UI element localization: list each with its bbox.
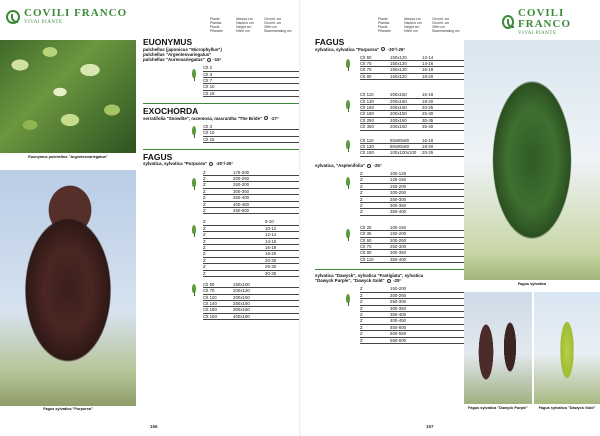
dawyck-section: sylvatica "Dawyck", sylvatica "Fastigiata", sylvatica "Dawyck Purple", "Dawyck Gold" -25° Z 150-200 Z 200-250 Z 250-300 Z 300-350 Z 350-400 Z 400-450 Z 450-500 Z 500-550 Z 550-600 — [315, 273, 473, 344]
fagus-section-left: FAGUS sylvatica, sylvatica "Purpurea" -30°/-25° Z 175-200 Z 200-250 Z 250-300 Z 300-350 Z 350-400 Z 400-450 Z 450-500 Z 8-10 Z 10-12 Z 12-14 Z 14-16 Z 16-18 Z 18-20 Z 20-25 Z 25-30 Z 30-35 Clt 50 150x100 Clt 70 200x120 Clt 110 200x150 Clt 140 250x150 Clt 150 300x150 Clt 150 400x180 — [143, 153, 300, 320]
table-cell: Clt 110 — [360, 256, 374, 262]
table-cell: 250-300 — [233, 182, 250, 188]
table-cell: 200x120 — [233, 288, 250, 294]
dawyck-purple-caption: Fagus sylvatica "Dawyck Purple" — [468, 406, 528, 410]
dawyck-purple-photo — [464, 292, 532, 404]
table-cell: Clt 150 — [203, 313, 217, 319]
table-cell: 16-18 — [422, 137, 434, 143]
genus-title: EXOCHORDA — [143, 106, 199, 117]
fir-caption: Fagus sylvatica — [517, 282, 547, 286]
table-cell: Clt 150 — [203, 307, 217, 313]
table-cell — [422, 286, 452, 291]
table-cell: 12-14 — [422, 54, 434, 60]
table-cell: 550-600 — [390, 337, 407, 343]
right-page — [300, 0, 600, 436]
table-cell: 20-25 — [265, 257, 277, 263]
table-cell: Z — [203, 195, 206, 201]
table-cell: 150x120 — [390, 61, 407, 67]
table-cell: 200x150 — [390, 111, 407, 117]
table-cell: 150-200 — [390, 286, 407, 292]
table-cell: Clt 25 — [360, 224, 372, 230]
table-cell — [422, 209, 452, 214]
table-cell — [422, 250, 452, 255]
purple-beech-photo — [0, 170, 136, 406]
table-cell: 350-400 — [390, 256, 407, 262]
logo-brand: COVILI FRANCO — [24, 7, 128, 19]
table-cell: Z — [203, 219, 206, 225]
table-cell — [265, 137, 295, 142]
table-cell: Clt 70 — [360, 243, 372, 249]
table-cell — [422, 177, 452, 182]
table-cell: Clt 110 — [360, 92, 374, 98]
table-row — [203, 91, 300, 97]
table-cell — [233, 251, 265, 256]
table-cell: 250-300 — [390, 243, 407, 249]
table-cell: Clt 130 — [360, 98, 374, 104]
table-cell: Z — [203, 270, 206, 276]
fagus-right-table-c — [360, 138, 465, 157]
asplenifolia-table-a — [360, 171, 465, 216]
table-cell: Z — [203, 225, 206, 231]
table-cell: Clt 10 — [203, 130, 215, 136]
table-cell: 100x100x100 — [390, 150, 417, 156]
table-cell: 300x150 — [233, 307, 250, 313]
fagus-table-a — [203, 170, 300, 215]
exochorda-section: EXOCHORDA serratifolia "Snowlite", racemosa, macrantha "The Bride" -27° Clt 3 Clt 10 Clt 15 — [143, 107, 300, 143]
table-cell: Z — [203, 201, 206, 207]
table-cell: 400x180 — [233, 313, 250, 319]
table-cell: 200x150 — [390, 124, 407, 130]
table-cell: Clt 70 — [360, 61, 372, 67]
table-cell: 200x150 — [390, 92, 407, 98]
table-row — [360, 209, 465, 215]
table-cell: Z — [360, 202, 363, 208]
beech-caption: Fagus sylvatica "Purpurea" — [43, 407, 93, 411]
table-cell: Z — [203, 238, 206, 244]
table-cell: 150-200 — [390, 231, 407, 237]
table-cell: 450-500 — [233, 207, 250, 213]
table-cell — [265, 288, 295, 293]
table-cell: 35-40 — [422, 124, 434, 130]
table-cell: 14-16 — [265, 238, 277, 244]
divider — [143, 149, 300, 150]
table-cell: 200x150 — [233, 294, 250, 300]
table-cell: Z — [203, 264, 206, 270]
table-cell: 100-125 — [390, 170, 407, 176]
table-cell — [265, 84, 295, 89]
table-row — [360, 150, 465, 156]
table-cell: 16-18 — [422, 92, 434, 98]
table-cell — [422, 190, 452, 195]
table-cell — [422, 306, 452, 311]
fagus-table-b — [203, 219, 300, 277]
genus-title: EUONYMUS — [143, 37, 193, 47]
table-row — [203, 137, 300, 143]
divider — [315, 269, 473, 270]
table-cell: Z — [203, 257, 206, 263]
table-cell — [233, 239, 265, 244]
table-cell: Z — [360, 170, 363, 176]
table-cell: 10-12 — [265, 225, 277, 231]
table-cell: 400-450 — [390, 318, 407, 324]
table-cell: 30-35 — [265, 270, 277, 276]
table-cell: 30-35 — [422, 117, 434, 123]
table-cell: 250x150 — [233, 301, 250, 307]
table-cell: 350-400 — [390, 209, 407, 215]
table-cell: Clt 35 — [360, 231, 372, 237]
genus-title: FAGUS — [143, 151, 173, 162]
fagus-right-table-a — [360, 55, 465, 81]
table-cell: Z — [203, 244, 206, 250]
table-cell — [233, 271, 265, 276]
lang-col-2: Altezza cm Hauteur cm Height cm Höhe cm — [236, 17, 254, 33]
table-cell: Clt 2 — [203, 65, 213, 71]
pot-icon — [345, 100, 351, 112]
table-cell — [233, 84, 265, 89]
table-cell: Z — [203, 207, 206, 213]
table-cell — [422, 225, 452, 230]
fagus-sylvatica-photo — [464, 40, 600, 280]
table-cell — [422, 318, 452, 323]
dawyck-gold-photo — [534, 292, 600, 404]
table-cell: Clt 15 — [203, 136, 215, 142]
table-cell: Clt 3 — [203, 123, 213, 129]
table-cell: Z — [360, 286, 363, 292]
table-cell: 8-10 — [265, 219, 274, 225]
logo-sub: VIVAI PIANTE — [24, 20, 63, 25]
table-row — [203, 208, 300, 214]
table-cell — [265, 195, 295, 200]
pot-icon — [345, 59, 351, 71]
table-cell — [422, 325, 452, 330]
table-cell — [233, 91, 265, 96]
table-cell — [233, 137, 265, 142]
logo-leaf-icon — [6, 10, 20, 24]
table-cell — [422, 203, 452, 208]
table-cell — [233, 78, 265, 83]
table-cell — [422, 184, 452, 189]
fagus-section-right: FAGUS sylvatica, sylvatica "Purpurea" -30°/-25° Clt 50 150x120 12-14 Clt 70 150x120 14-16 Clt 70 150x120 16-18 Clt 90 150x120 18-20 Clt 110 200x150 16-18 Clt 130 200x150 18-20 Clt 150 200x150 20-25 Clt 180 200x150 25-30 Clt 250 200x150 30-35 Clt 350 200x150 35-40 Clt 110 80x80x80 16-18 Clt 130 80x80x80 18-20 Clt 150 100x100x100 20-25 — [315, 38, 473, 157]
table-cell — [233, 130, 265, 135]
right-content — [315, 38, 473, 350]
table-cell: Z — [360, 305, 363, 311]
euonymus-caption: Euonymus pulchellus "Argenteovariegatus" — [28, 155, 108, 159]
table-cell: Z — [360, 331, 363, 337]
table-cell — [233, 219, 265, 224]
euonymus-photo — [0, 40, 136, 153]
table-cell: Z — [360, 190, 363, 196]
table-cell: 16-18 — [265, 244, 277, 250]
rootball-icon — [345, 140, 351, 152]
table-cell: Z — [203, 169, 206, 175]
table-cell: Z — [360, 299, 363, 305]
table-cell — [422, 171, 452, 176]
table-cell — [233, 124, 265, 129]
table-cell: Clt 50 — [360, 237, 372, 243]
tree-icon — [191, 178, 197, 190]
table-cell: 250-300 — [390, 299, 407, 305]
table-cell: Z — [203, 176, 206, 182]
table-cell: Clt 7 — [203, 77, 213, 83]
sun-icon — [367, 164, 371, 168]
table-cell — [422, 331, 452, 336]
table-cell — [422, 197, 452, 202]
table-cell: Clt 110 — [360, 137, 374, 143]
table-cell: Clt 70 — [203, 288, 215, 294]
table-cell — [265, 91, 295, 96]
table-cell: Z — [360, 177, 363, 183]
table-cell — [265, 65, 295, 70]
table-cell: Clt 3 — [203, 71, 213, 77]
table-cell: Clt 50 — [360, 54, 372, 60]
dawyck-gold-caption: Fagus sylvatica "Dawyck Gold" — [538, 406, 596, 410]
table-cell: 150x120 — [390, 67, 407, 73]
table-row — [360, 74, 465, 80]
logo: COVILI FRANCO VIVAI PIANTE — [502, 8, 600, 36]
table-cell: Clt 350 — [360, 124, 374, 130]
table-cell — [422, 257, 452, 262]
table-row — [203, 314, 300, 320]
table-cell: Z — [203, 188, 206, 194]
table-cell — [233, 226, 265, 231]
table-cell — [233, 65, 265, 70]
table-cell: 100-150 — [390, 224, 407, 230]
table-cell — [265, 307, 295, 312]
table-cell: 300-350 — [390, 250, 407, 256]
table-cell: Z — [203, 182, 206, 188]
table-cell: Z — [360, 318, 363, 324]
table-cell — [265, 208, 295, 213]
table-cell — [422, 231, 452, 236]
table-cell: 20-25 — [422, 105, 434, 111]
table-cell: Clt 70 — [360, 67, 372, 73]
table-cell: 200-250 — [233, 176, 250, 182]
lang-col-1: Piante Plantas Plants Pflanzen — [378, 17, 392, 33]
tree-icon — [345, 177, 351, 189]
table-cell: 25-30 — [265, 264, 277, 270]
table-cell — [265, 124, 295, 129]
fagus-right-table-b — [360, 92, 465, 130]
table-row — [360, 257, 465, 263]
pot-icon — [191, 284, 197, 296]
sun-icon — [387, 279, 391, 283]
table-cell: 20-25 — [422, 150, 434, 156]
table-cell — [265, 170, 295, 175]
table-cell: Clt 90 — [360, 250, 372, 256]
lang-col-3: Circonf. cm Circonf. cm Girth cm Stammumfang cm — [264, 17, 292, 33]
table-row — [360, 338, 465, 344]
table-cell — [233, 258, 265, 263]
genus-title: FAGUS — [315, 37, 345, 47]
table-cell: Z — [360, 337, 363, 343]
leaf-icon — [191, 69, 197, 81]
table-cell — [265, 176, 295, 181]
table-row — [360, 124, 465, 130]
table-cell: 300-350 — [390, 305, 407, 311]
table-cell: Clt 18 — [203, 90, 215, 96]
table-cell: Z — [203, 232, 206, 238]
table-cell: Clt 180 — [360, 111, 374, 117]
table-cell: 150x120 — [390, 73, 407, 79]
table-cell — [233, 232, 265, 237]
table-cell: Clt 50 — [203, 281, 215, 287]
table-cell: 200-250 — [390, 292, 407, 298]
table-cell: 250-300 — [390, 196, 407, 202]
euonymus-section: EUONYMUS pulchellus (japonicus "Microphyllus") pulchellus "Argenteovariegatus" pulchellus "Aureovariegatus" -15° Clt 2 Clt 3 Clt 7 Clt 10 Clt 18 — [143, 38, 300, 97]
pot-icon — [345, 229, 351, 241]
tree-icon — [191, 225, 197, 237]
table-cell: 175-200 — [233, 169, 250, 175]
table-cell — [422, 238, 452, 243]
table-cell — [422, 299, 452, 304]
table-cell: Clt 90 — [360, 73, 372, 79]
logo — [6, 8, 127, 25]
table-cell — [265, 295, 295, 300]
asplenifolia-table-b — [360, 225, 465, 263]
lang-col-3: Circonf. cm Circonf. cm Girth cm Stammumfang cm — [432, 17, 460, 33]
table-cell: 200x150 — [390, 98, 407, 104]
asplenifolia-section: sylvatica, "Asplenifolia" -25° Z 100-125 Z 125-150 Z 150-200 Z 200-250 Z 250-300 Z 300-350 Z 350-400 Clt 25 100-150 Clt 35 150-200 Clt 50 200-250 Clt 70 250-300 Clt 90 300-350 Clt 110 350-400 — [315, 163, 473, 263]
table-cell: Clt 140 — [203, 301, 217, 307]
table-cell: Z — [360, 324, 363, 330]
table-cell: 200-250 — [390, 190, 407, 196]
table-cell: 350-400 — [390, 312, 407, 318]
table-cell: Clt 130 — [360, 144, 374, 149]
table-cell — [265, 314, 295, 319]
table-cell: Z — [360, 312, 363, 318]
table-cell: 125-150 — [390, 177, 407, 183]
table-cell — [265, 301, 295, 306]
table-cell: 150x100 — [233, 281, 250, 287]
table-cell: Clt 250 — [360, 117, 374, 123]
table-cell: 200x150 — [390, 105, 407, 111]
table-cell: 150x120 — [390, 54, 407, 60]
table-cell: 200x150 — [390, 117, 407, 123]
left-content — [143, 38, 300, 326]
table-cell — [422, 244, 452, 249]
table-cell: 450-500 — [390, 324, 407, 330]
table-cell — [265, 72, 295, 77]
table-cell: 350-400 — [233, 195, 250, 201]
table-cell: 300-350 — [390, 202, 407, 208]
table-cell — [265, 78, 295, 83]
table-cell: 150-200 — [390, 183, 407, 189]
table-cell: 200-250 — [390, 237, 407, 243]
table-cell — [422, 338, 452, 343]
table-cell: 18-20 — [422, 73, 434, 79]
table-cell: Z — [360, 183, 363, 189]
table-cell: 400-450 — [233, 201, 250, 207]
table-cell — [422, 293, 452, 298]
table-cell: Z — [360, 196, 363, 202]
table-cell — [422, 312, 452, 317]
table-cell: 300-350 — [233, 188, 250, 194]
sun-icon — [209, 162, 213, 166]
logo-leaf-icon — [502, 15, 514, 29]
table-cell: Clt 10 — [203, 84, 215, 90]
table-cell — [233, 264, 265, 269]
table-cell: 18-20 — [422, 144, 434, 149]
table-cell: 500-550 — [390, 331, 407, 337]
table-cell — [265, 182, 295, 187]
table-cell: 18-20 — [422, 98, 434, 104]
sun-icon — [381, 47, 385, 51]
table-cell: 16-18 — [422, 67, 434, 73]
table-cell: Clt 150 — [360, 105, 374, 111]
fagus-table-c — [203, 282, 300, 320]
table-cell: 80x80x80 — [390, 144, 410, 149]
tree-icon — [345, 294, 351, 306]
table-cell: Clt 150 — [360, 150, 374, 156]
table-cell: 25-30 — [422, 111, 434, 117]
sun-icon — [207, 58, 211, 62]
dawyck-table — [360, 286, 465, 344]
sun-icon — [264, 116, 268, 120]
page-number-left: 156 — [150, 424, 158, 429]
table-cell: Z — [360, 292, 363, 298]
table-cell — [233, 245, 265, 250]
table-cell: 12-14 — [265, 232, 277, 238]
page-number-right: 157 — [426, 424, 434, 429]
lang-col-2: Altezza cm Hauteur cm Height cm Höhe cm — [404, 17, 422, 33]
table-cell: 80x80x80 — [390, 137, 410, 143]
table-cell — [265, 282, 295, 287]
table-cell — [233, 72, 265, 77]
table-cell — [265, 130, 295, 135]
euonymus-table — [203, 65, 300, 97]
table-cell: 14-16 — [422, 61, 434, 67]
table-row — [203, 271, 300, 277]
table-cell: Z — [360, 209, 363, 215]
divider — [143, 103, 300, 104]
table-cell — [265, 202, 295, 207]
lang-col-1: Piante Plantas Plants Pflanzen — [210, 17, 224, 33]
leaf-icon — [191, 126, 197, 138]
table-cell — [265, 189, 295, 194]
table-cell: Clt 110 — [203, 294, 217, 300]
table-cell: 18-20 — [265, 251, 277, 257]
exochorda-table — [203, 124, 300, 143]
table-cell: Z — [203, 251, 206, 257]
